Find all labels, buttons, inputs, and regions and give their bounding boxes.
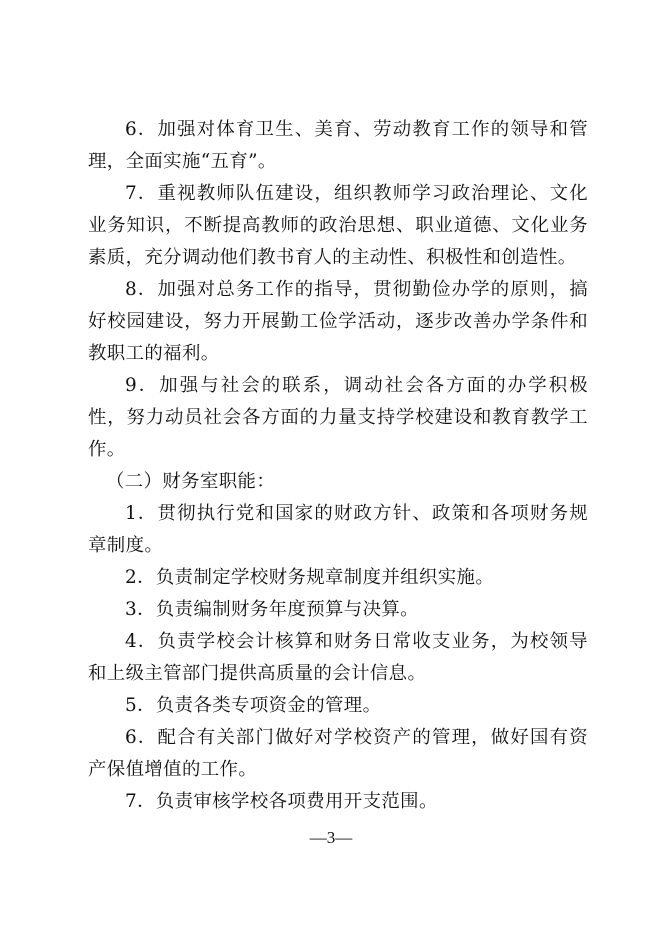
finance-item-7: 7．负责审核学校各项费用开支范围。 [125, 791, 438, 812]
finance-item-3: 3．负责编制财务年度预算与决算。 [125, 599, 419, 620]
page-number: —3— [309, 828, 353, 847]
finance-item-6: 6．配合有关部门做好对学校资产的管理，做好国有资产保值增值的工作。 [88, 727, 588, 780]
section-heading-finance-office: （二）财务室职能： [106, 471, 276, 492]
finance-item-1: 1．贯彻执行党和国家的财政方针、政策和各项财务规章制度。 [88, 503, 588, 556]
finance-item-4: 4．负责学校会计核算和财务日常收支业务，为校领导和上级主管部门提供高质量的会计信息。 [88, 631, 588, 684]
paragraph-item-6: 6．加强对体育卫生、美育、劳动教育工作的领导和管理，全面实施“五育”。 [88, 119, 588, 172]
document-body [88, 114, 588, 818]
paragraph-item-7: 7．重视教师队伍建设，组织教师学习政治理论、文化业务知识，不断提高教师的政治思想、职业道德、文化业务素质，充分调动他们教书育人的主动性、积极性和创造性。 [88, 183, 588, 268]
paragraph-item-9: 9．加强与社会的联系，调动社会各方面的办学积极性，努力动员社会各方面的力量支持学校建设和教育教学工作。 [88, 375, 588, 460]
finance-item-5: 5．负责各类专项资金的管理。 [125, 695, 382, 716]
finance-item-2: 2．负责制定学校财务规章制度并组织实施。 [125, 567, 495, 588]
paragraph-item-8: 8．加强对总务工作的指导，贯彻勤俭办学的原则，搞好校园建设，努力开展勤工俭学活动，逐步改善办学条件和教职工的福利。 [88, 279, 588, 364]
